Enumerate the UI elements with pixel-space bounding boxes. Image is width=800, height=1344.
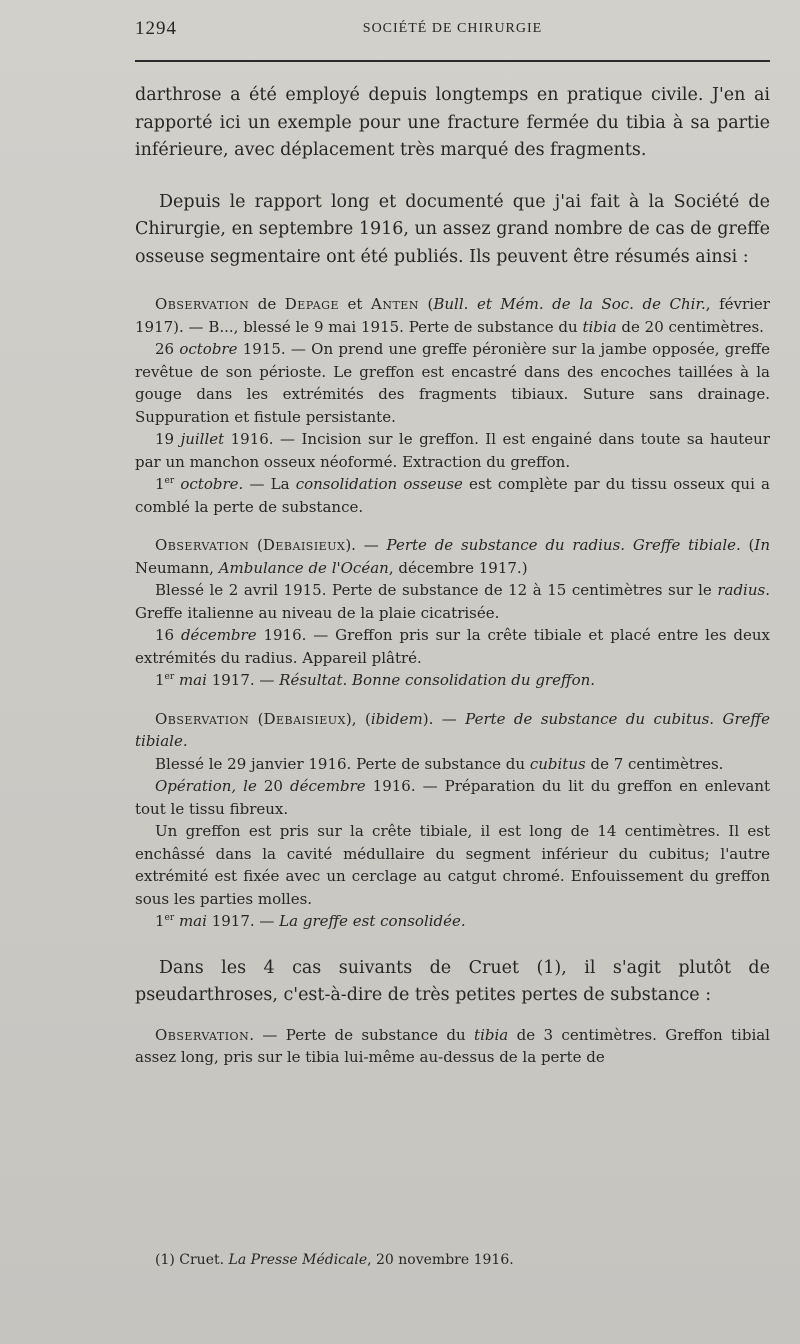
author-depage: Depage	[284, 295, 339, 313]
author-debaisieux: Debaisieux	[262, 536, 346, 554]
page-number: 1294	[135, 18, 177, 39]
observation-paragraph: Blessé le 2 avril 1915. Perte de substance de 12 à 15 centimètres sur le radius. Greffe italienne au niveau de la plaie cicatrisée.	[135, 581, 770, 622]
observation-label: Observation	[155, 709, 250, 728]
observation-heading: Observation (Debaisieux), (ibidem). — Perte de substance du cubitus. Greffe tibiale.	[135, 709, 771, 750]
running-head: SOCIÉTÉ DE CHIRURGIE	[362, 21, 543, 36]
observation-paragraph: 1er mai 1917. — La greffe est consolidée.	[155, 912, 466, 930]
observation-paragraph: Un greffon est pris sur la crête tibiale, il est long de 14 centimètres. Il est enchâssé dans la cavité médullaire du segment inférieur du cubitus; l'autre extrémité est fixée avec un cerclage au catgut chromé. Enfouissement du greffon sous les parties molles.	[135, 822, 770, 908]
observation-label: Observation	[155, 1025, 250, 1044]
cruet-section	[135, 955, 770, 1010]
observation-label: Observation	[155, 536, 250, 554]
reference-title: Bull. et Mém. de la Soc. de Chir.	[433, 295, 706, 313]
observation-paragraph: 1er mai 1917. — Résultat. Bonne consolidation du greffon.	[155, 671, 596, 689]
observation-debaisieux-cubitus	[135, 708, 770, 933]
observation-paragraph: Blessé le 29 janvier 1916. Perte de substance du cubitus de 7 centimètres.	[155, 754, 724, 773]
author-anten: Anten	[371, 295, 419, 313]
observation-paragraph: 1er octobre. — La consolidation osseuse est complète par du tissu osseux qui a comblé la perte de substance.	[135, 475, 770, 516]
observation-heading: Observation (Debaisieux). — Perte de substance du radius. Greffe tibiale. (In Neumann, Ambulance de l'Océan, décembre 1917.)	[135, 536, 771, 577]
observation-debaisieux-radius	[135, 534, 770, 692]
intro-section	[135, 82, 770, 271]
observation-title: Perte de substance du cubitus. Greffe tibiale.	[135, 709, 771, 750]
intro-paragraph-2: Depuis le rapport long et documenté que j'ai fait à la Société de Chirurgie, en septembre 1916, un assez grand nombre de cas de greffe osseuse segmentaire ont été publiés. Ils peuvent être résumés ainsi :	[135, 191, 770, 267]
cruet-paragraph: Dans les 4 cas suivants de Cruet (1), il s'agit plutôt de pseudarthroses, c'est-à-dire de très petites pertes de substance :	[135, 957, 770, 1005]
footnote: (1) Cruet. La Presse Médicale, 20 novembre 1916.	[155, 1252, 514, 1268]
observation-label: Observation	[155, 295, 250, 313]
observation-depage-anten	[135, 293, 770, 518]
header-rule	[135, 60, 770, 62]
observation-paragraph: 26 octobre 1915. — On prend une greffe péronière sur la jambe opposée, greffe revêtue de son périoste. Le greffon est encastré dans des encoches taillées à la gouge dans les extrémités des fragments tibiaux. Suture sans drainage. Suppuration et fistule persistante.	[135, 340, 770, 426]
page-header	[135, 18, 770, 46]
intro-paragraph-1: darthrose a été employé depuis longtemps en pratique civile. J'en ai rapporté ici un exemple pour une fracture fermée du tibia à sa partie inférieure, avec déplacement très marqué des fragments.	[135, 85, 770, 160]
observation-cruet	[135, 1024, 770, 1069]
page-body	[135, 82, 770, 1069]
observation-heading: Observation de Depage et Anten (Bull. et Mém. de la Soc. de Chir., février 1917). — B..., blessé le 9 mai 1915. Perte de substance du tibia de 20 centimètres.	[135, 295, 770, 336]
observation-paragraph: 19 juillet 1916. — Incision sur le greffon. Il est engainé dans toute sa hauteur par un manchon osseux néoformé. Extraction du greffon.	[135, 430, 771, 471]
observation-title: Perte de substance du radius. Greffe tibiale.	[386, 536, 741, 554]
observation-paragraph: 16 décembre 1916. — Greffon pris sur la crête tibiale et placé entre les deux extrémités du radius. Appareil plâtré.	[135, 626, 770, 667]
author-debaisieux: Debaisieux	[263, 709, 346, 728]
observation-paragraph: Observation. — Perte de substance du tibia de 3 centimètres. Greffon tibial assez long, pris sur le tibia lui-même au-dessus de la perte de	[135, 1025, 770, 1066]
observation-paragraph: Opération, le 20 décembre 1916. — Préparation du lit du greffon en enlevant tout le tissu fibreux.	[135, 777, 771, 818]
journal-title: La Presse Médicale	[228, 1252, 368, 1268]
